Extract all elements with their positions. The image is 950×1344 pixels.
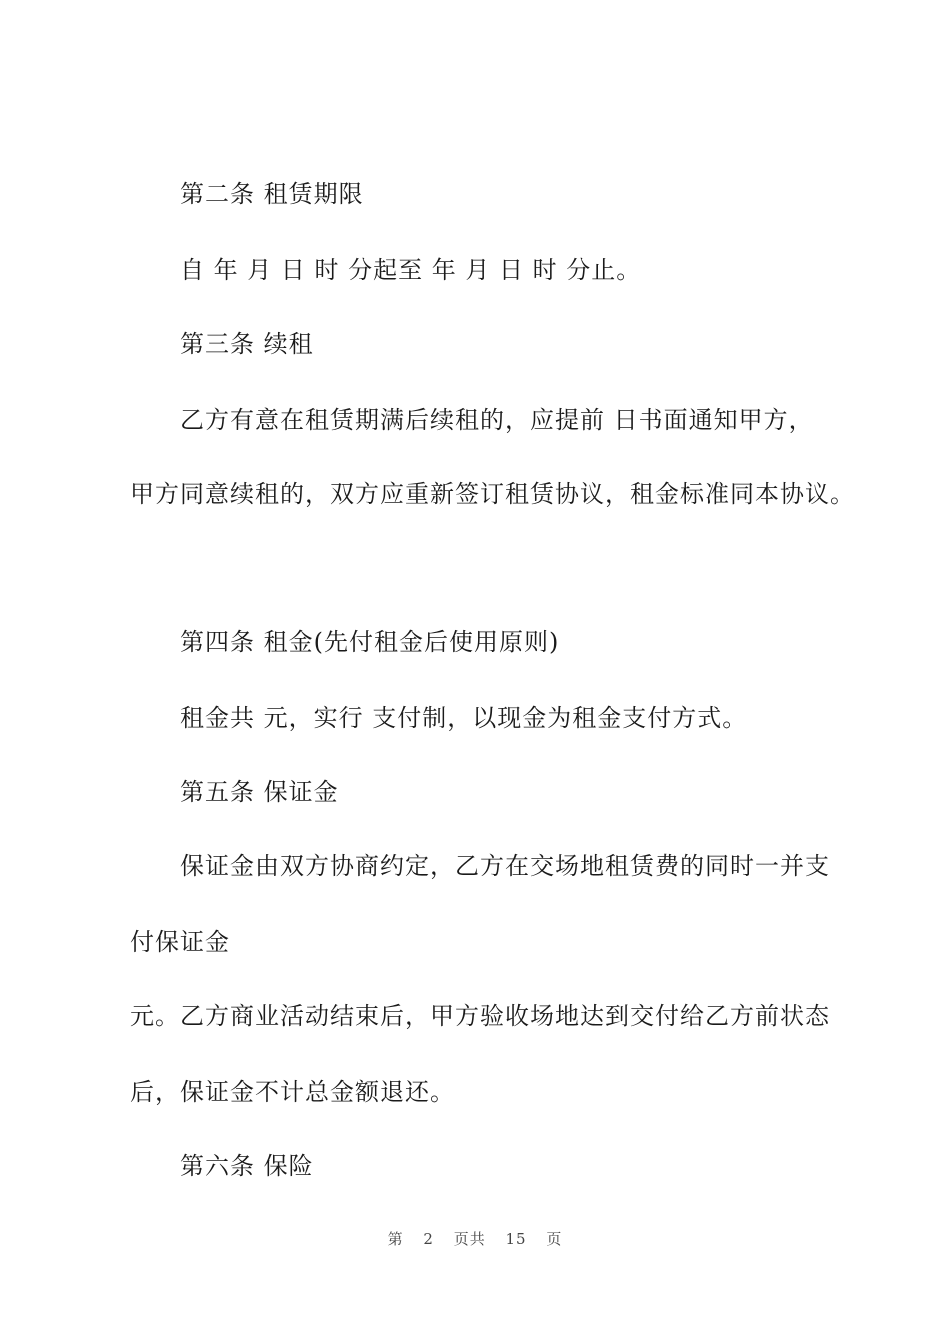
footer-page-number: 2	[423, 1230, 434, 1248]
footer-prefix: 第	[387, 1230, 404, 1248]
article-2-heading: 第二条 租赁期限	[180, 180, 364, 208]
article-3-heading: 第三条 续租	[180, 330, 314, 358]
footer-total-pages: 15	[505, 1230, 527, 1248]
article-5-text-line-4: 后，保证金不计总金额退还。	[130, 1078, 455, 1106]
article-3-text-line-2: 甲方同意续租的，双方应重新签订租赁协议，租金标准同本协议。	[130, 480, 855, 508]
article-2-text: 自 年 月 日 时 分起至 年 月 日 时 分止。	[180, 256, 642, 284]
footer-middle: 页共	[453, 1230, 486, 1248]
article-5-text-line-3: 元。乙方商业活动结束后，甲方验收场地达到交付给乙方前状态	[130, 1002, 830, 1030]
article-3-text-line-1: 乙方有意在租赁期满后续租的，应提前 日书面通知甲方，	[180, 406, 814, 434]
article-5-heading: 第五条 保证金	[180, 778, 339, 806]
article-4-heading: 第四条 租金(先付租金后使用原则)	[180, 628, 560, 656]
article-6-heading: 第六条 保险	[180, 1152, 314, 1180]
article-5-text-line-2: 付保证金	[130, 928, 230, 956]
article-4-text: 租金共 元，实行 支付制，以现金为租金支付方式。	[180, 704, 748, 732]
footer-suffix: 页	[546, 1230, 563, 1248]
article-5-text-line-1: 保证金由双方协商约定，乙方在交场地租赁费的同时一并支	[180, 852, 830, 880]
page-footer	[0, 1228, 950, 1250]
